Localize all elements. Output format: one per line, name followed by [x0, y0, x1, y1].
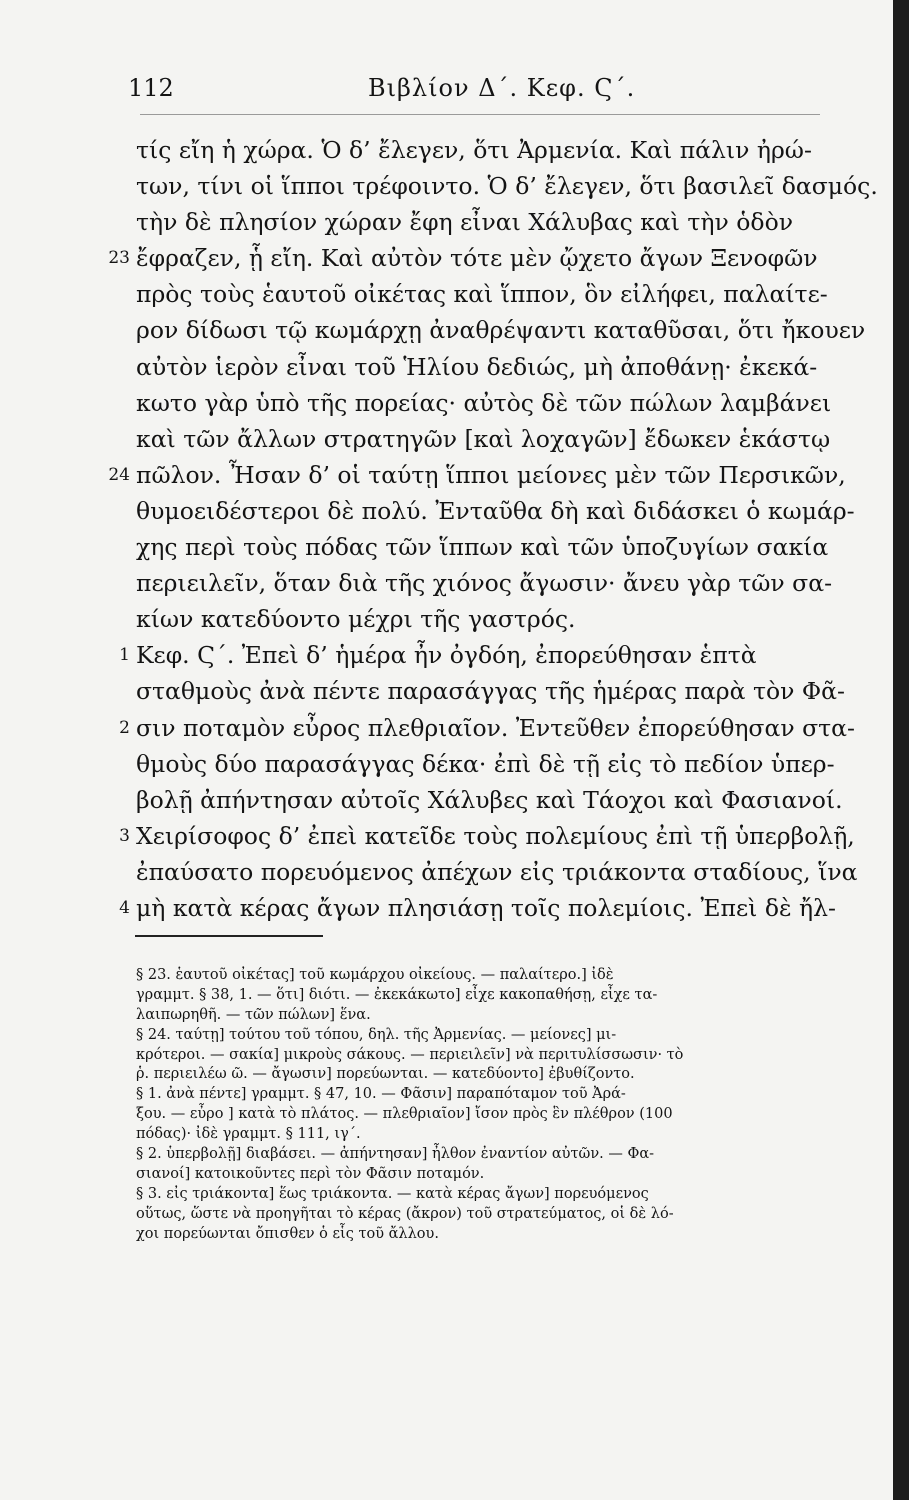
line-text: καὶ τῶν ἄλλων στρατηγῶν [καὶ λοχαγῶν] ἔδωκεν ἑκάστῳ	[136, 424, 831, 453]
section-number: 2	[119, 717, 130, 738]
text-line	[0, 673, 880, 709]
text-line	[0, 312, 880, 348]
footnote-text: πόδας)· ἰδὲ γραμμτ. § 111, ιγ΄.	[136, 1126, 361, 1143]
text-line	[0, 746, 880, 782]
text-line	[0, 529, 880, 565]
line-text: τὴν δὲ πλησίον χώραν ἔφη εἶναι Χάλυβας καὶ τὴν ὁδὸν	[136, 208, 794, 237]
footnote-text: λαιπωρηθῆ. — τῶν πώλων] ἕνα.	[136, 1006, 371, 1023]
page-edge	[893, 0, 909, 1500]
line-text: σιν ποταμὸν εὖρος πλεθριαῖον. Ἐντεῦθεν ἐπορεύθησαν στα-	[136, 713, 855, 742]
line-text: ἐπαύσατο πορευόμενος ἀπέχων εἰς τριάκοντα σταδίους, ἵνα	[136, 857, 858, 886]
line-text: αὐτὸν ἱερὸν εἶναι τοῦ Ἡλίου δεδιώς, μὴ ἀποθάνῃ· ἐκεκά-	[136, 352, 818, 381]
text-line	[0, 132, 880, 168]
text-line	[0, 421, 880, 457]
footnote-line	[0, 986, 880, 1006]
line-text: θμοὺς δύο παρασάγγας δέκα· ἐπὶ δὲ τῇ εἰς τὸ πεδίον ὑπερ-	[136, 749, 835, 778]
section-number: 4	[119, 897, 130, 918]
line-text: βολῇ ἀπήντησαν αὐτοῖς Χάλυβες καὶ Τάοχοι καὶ Φασιανοί.	[136, 785, 843, 814]
footnote-line	[0, 1026, 880, 1046]
line-text: των, τίνι οἱ ἵπποι τρέφοιντο. Ὁ δ’ ἔλεγεν, ὅτι βασιλεῖ δασμός.	[136, 172, 878, 201]
line-text: πρὸς τοὺς ἑαυτοῦ οἰκέτας καὶ ἵππον, ὃν εἰλήφει, παλαίτε-	[136, 280, 828, 309]
section-number: 1	[119, 645, 130, 666]
section-number: 3	[119, 825, 130, 846]
text-line	[0, 385, 880, 421]
text-line	[0, 890, 880, 926]
text-line	[0, 710, 880, 746]
footnote-rule	[135, 935, 323, 937]
footnote-line	[0, 1225, 880, 1245]
running-head: Βιβλίον Δ΄. Κεφ. Ϛ΄.	[368, 74, 636, 102]
footnote-text: § 23. ἑαυτοῦ οἰκέτας] τοῦ κωμάρχου οἰκείους. — παλαίτερο.] ἰδὲ	[136, 967, 614, 983]
text-line	[0, 204, 880, 240]
line-text: Κεφ. Ϛ΄. Ἐπεὶ δ’ ἡμέρα ἦν ὀγδόη, ἐπορεύθησαν ἑπτὰ	[136, 641, 757, 670]
footnote-line	[0, 1205, 880, 1225]
line-text: χης περὶ τοὺς πόδας τῶν ἵππων καὶ τῶν ὑποζυγίων σακία	[136, 533, 829, 562]
footnote-text: § 2. ὑπερβολῇ] διαβάσει. — ἀπήντησαν] ἦλθον ἐναντίον αὐτῶν. — Φα-	[136, 1146, 655, 1163]
footnote-line	[0, 1105, 880, 1125]
footnote-text: § 24. ταύτῃ] τούτου τοῦ τόπου, δηλ. τῆς Ἀρμενίας. — μείονες] μι-	[136, 1026, 617, 1043]
text-line	[0, 565, 880, 601]
text-line	[0, 240, 880, 276]
main-text	[0, 132, 880, 926]
footnote-text: § 3. εἰς τριάκοντα] ἕως τριάκοντα. — κατὰ κέρας ἄγων] πορευόμενος	[136, 1185, 649, 1202]
text-line	[0, 349, 880, 385]
text-line	[0, 854, 880, 890]
footnote-line	[0, 1046, 880, 1066]
footnote-line	[0, 1085, 880, 1105]
page-header	[128, 74, 819, 114]
text-line	[0, 637, 880, 673]
page-number: 112	[128, 74, 174, 102]
footnote-line	[0, 1065, 880, 1085]
text-line	[0, 168, 880, 204]
line-text: κωτο γὰρ ὑπὸ τῆς πορείας· αὐτὸς δὲ τῶν πώλων λαμβάνει	[136, 388, 832, 417]
footnote-text: σιανοί] κατοικοῦντες περὶ τὸν Φᾶσιν ποταμόν.	[136, 1165, 485, 1182]
footnote-text: κρότεροι. — σακία] μικροὺς σάκους. — περιειλεῖν] νὰ περιτυλίσσωσιν· τὸ	[136, 1046, 684, 1063]
footnote-line	[0, 1125, 880, 1145]
footnotes	[0, 966, 880, 1244]
footnote-text: § 1. ἀνὰ πέντε] γραμμτ. § 47, 10. — Φᾶσιν] παραπόταμον τοῦ Ἀρά-	[136, 1086, 626, 1103]
text-line	[0, 276, 880, 312]
header-rule	[140, 114, 820, 115]
text-line	[0, 782, 880, 818]
line-text: περιειλεῖν, ὅταν διὰ τῆς χιόνος ἄγωσιν· ἄνευ γὰρ τῶν σα-	[136, 569, 833, 598]
line-text: ρον δίδωσι τῷ κωμάρχῃ ἀναθρέψαντι καταθῦσαι, ὅτι ἤκουεν	[136, 316, 866, 345]
footnote-line	[0, 1006, 880, 1026]
text-line	[0, 457, 880, 493]
footnote-text: γραμμτ. § 38, 1. — ὅτι] διότι. — ἐκεκάκωτο] εἶχε κακοπαθήσῃ, εἶχε τα-	[136, 986, 658, 1003]
line-text: πῶλον. Ἦσαν δ’ οἱ ταύτῃ ἵπποι μείονες μὲν τῶν Περσικῶν,	[136, 460, 846, 489]
footnote-line	[0, 1145, 880, 1165]
line-text: σταθμοὺς ἀνὰ πέντε παρασάγγας τῆς ἡμέρας παρὰ τὸν Φᾶ-	[136, 677, 845, 706]
text-line	[0, 601, 880, 637]
section-number: 23	[108, 248, 130, 269]
footnote-text: ῥ. περιειλέω ῶ. — ἄγωσιν] πορεύωνται. — κατεδύοντο] ἐβυθίζοντο.	[136, 1066, 635, 1083]
footnote-text: ξου. — εὖρο ] κατὰ τὸ πλάτος. — πλεθριαῖον] ἴσον πρὸς ἓν πλέθρον (100	[136, 1106, 673, 1123]
line-text: θυμοειδέστεροι δὲ πολύ. Ἐνταῦθα δὴ καὶ διδάσκει ὁ κωμάρ-	[136, 496, 855, 525]
line-text: ἔφραζεν, ᾗ εἴη. Καὶ αὐτὸν τότε μὲν ᾤχετο ἄγων Ξενοφῶν	[136, 244, 818, 273]
footnote-line	[0, 966, 880, 986]
footnote-line	[0, 1165, 880, 1185]
line-text: τίς εἴη ἡ χώρα. Ὁ δ’ ἔλεγεν, ὅτι Ἀρμενία. Καὶ πάλιν ἠρώ-	[136, 136, 812, 164]
section-number: 24	[108, 464, 130, 485]
text-line	[0, 493, 880, 529]
footnote-line	[0, 1185, 880, 1205]
footnote-text: χοι πορεύωνται ὄπισθεν ὁ εἷς τοῦ ἄλλου.	[136, 1225, 439, 1242]
line-text: κίων κατεδύοντο μέχρι τῆς γαστρός.	[136, 605, 576, 634]
text-line	[0, 818, 880, 854]
footnote-text: οὕτως, ὥστε νὰ προηγῆται τὸ κέρας (ἄκρον) τοῦ στρατεύματος, οἱ δὲ λό-	[136, 1205, 674, 1222]
line-text: μὴ κατὰ κέρας ἄγων πλησιάσῃ τοῖς πολεμίοις. Ἐπεὶ δὲ ἤλ-	[136, 893, 836, 922]
line-text: Χειρίσοφος δ’ ἐπεὶ κατεῖδε τοὺς πολεμίους ἐπὶ τῇ ὑπερβολῇ,	[136, 821, 855, 850]
